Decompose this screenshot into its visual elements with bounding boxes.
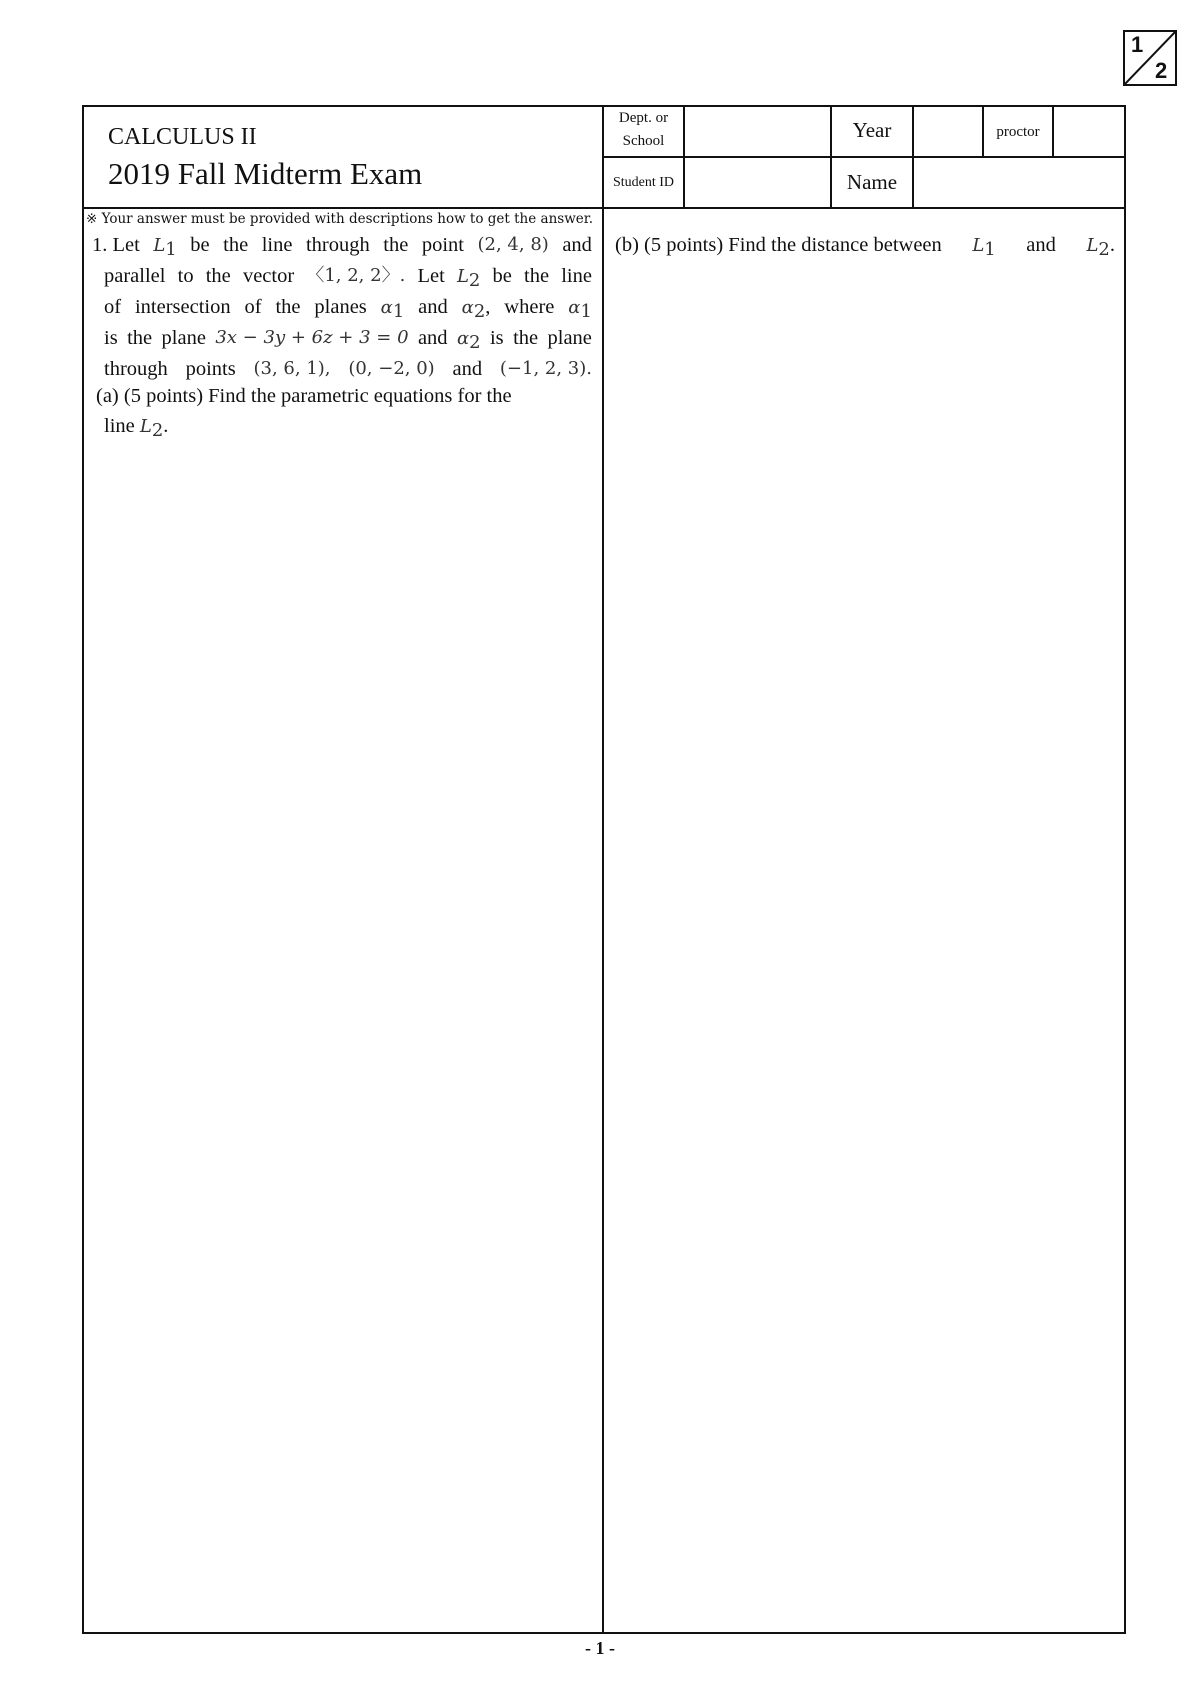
question-1-line-2: parallel to the vector 〈1, 2, 2〉. Let $L_2$ be the line: [104, 265, 592, 291]
badge-total-pages: 2: [1155, 58, 1168, 83]
question-1-line-4: is the plane 3x − 3y + 6z + 3 = 0 and $\alpha_2$ is the plane: [104, 327, 592, 353]
dept-field[interactable]: [685, 107, 830, 156]
instruction-note: ※ Your answer must be provided with descriptions how to get the answer.: [86, 211, 594, 227]
header-bottom-line: [82, 207, 1126, 209]
student-id-label: Student ID: [612, 175, 675, 190]
student-id-field[interactable]: [685, 158, 830, 207]
proctor-label: proctor: [996, 124, 1040, 140]
question-1: [92, 230, 592, 442]
year-field[interactable]: [914, 107, 982, 156]
page-footer: - 1 -: [585, 1638, 615, 1658]
badge-current-page: 1: [1131, 32, 1144, 57]
part-a-line-1: (a) (5 points) Find the parametric equations for the: [96, 385, 512, 407]
proctor-field[interactable]: [1054, 107, 1124, 156]
dept-label: Dept. or School: [618, 110, 669, 149]
question-1-line-1: 1. Let $L_1$ be the line through the point (2, 4, 8) and: [92, 234, 592, 260]
answer-area-part-b[interactable]: [604, 270, 1124, 1632]
question-1-line-3: of intersection of the planes $\alpha_1$ and $\alpha_2$, where $\alpha_1$: [104, 296, 592, 322]
course-title: CALCULUS II: [108, 124, 257, 150]
year-label: Year: [852, 118, 892, 142]
name-label: Name: [846, 170, 898, 194]
page-number-badge: [1123, 30, 1177, 86]
part-b-line: (b) (5 points) Find the distance between $L_1$ and $L_2$.: [615, 234, 1115, 260]
name-field[interactable]: [914, 158, 1124, 207]
question-1-line-5: through points (3, 6, 1), (0, −2, 0) and (−1, 2, 3).: [104, 358, 592, 380]
answer-area-part-a[interactable]: [84, 440, 602, 1632]
question-1-part-b: [615, 230, 1115, 261]
part-a-line-2: line $L_2$.: [104, 415, 169, 441]
exam-title: 2019 Fall Midterm Exam: [108, 156, 423, 191]
